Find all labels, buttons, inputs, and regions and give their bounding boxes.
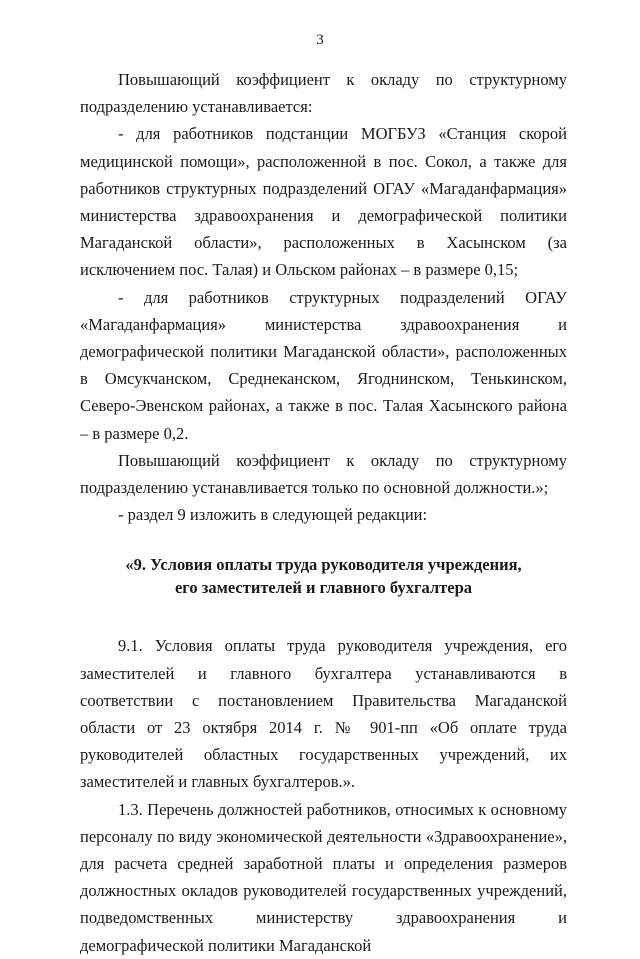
paragraph-coefficient-main-position: Повышающий коэффициент к окладу по структурному подразделению устанавливается только по основной должности.»;: [80, 450, 567, 498]
section-9-heading-line-1: «9. Условия оплаты труда руководителя учреждения,: [125, 555, 522, 575]
paragraph-9-1: 9.1. Условия оплаты труда руководителя учреждения, его заместителей и главного бухгалтера устанавливаются в соответствии с постановлением Правительства Магаданской области от 23 октября 2014 г. № 901-пп «Об оплате труда руководителей областных государственных учреждений, их заместителей и главных бухгалтеров.».: [80, 636, 567, 792]
spacer: [80, 599, 567, 632]
section-9-heading: [80, 553, 567, 599]
paragraph-coefficient-intro: Повышающий коэффициент к окладу по структурному подразделению устанавливается:: [80, 70, 567, 117]
bullet-item-sokol-hasyn: - для работников подстанции МОГБУЗ «Станция скорой медицинской помощи», расположенной в пос. Сокол, а также для работников структурных подразделений ОГАУ «Магаданфармация» министерства здравоохранения и демографической политики Магаданской области», расположенных в Хасынском (за исключением пос. Талая) и Ольском районах – в размере 0,15;: [80, 124, 567, 280]
page-number: 3: [316, 32, 324, 48]
paragraph-section-9-instruction: - раздел 9 изложить в следующей редакции:: [118, 505, 428, 525]
bullet-item-omsukchan: - для работников структурных подразделений ОГАУ «Магаданфармация» министерства здравоохранения и демографической политики Магаданской области», расположенных в Омсукчанском, Среднеканском, Ягоднинском, Тенькинском, Северо-Эвенском районах, а также в пос. Талая Хасынского района – в размере 0,2.: [80, 287, 567, 443]
paragraph-1-3: 1.3. Перечень должностей работников, относимых к основному персоналу по виду экономической деятельности «Здравоохранение», для расчета средней заработной платы и определения размеров должностных окладов руководителей государственных учреждений, подведомственных министерству здравоохранения и демографической политики Магаданской: [80, 799, 567, 955]
section-9-heading-line-2: его заместителей и главного бухгалтера: [174, 578, 473, 598]
document-body: [80, 66, 567, 959]
